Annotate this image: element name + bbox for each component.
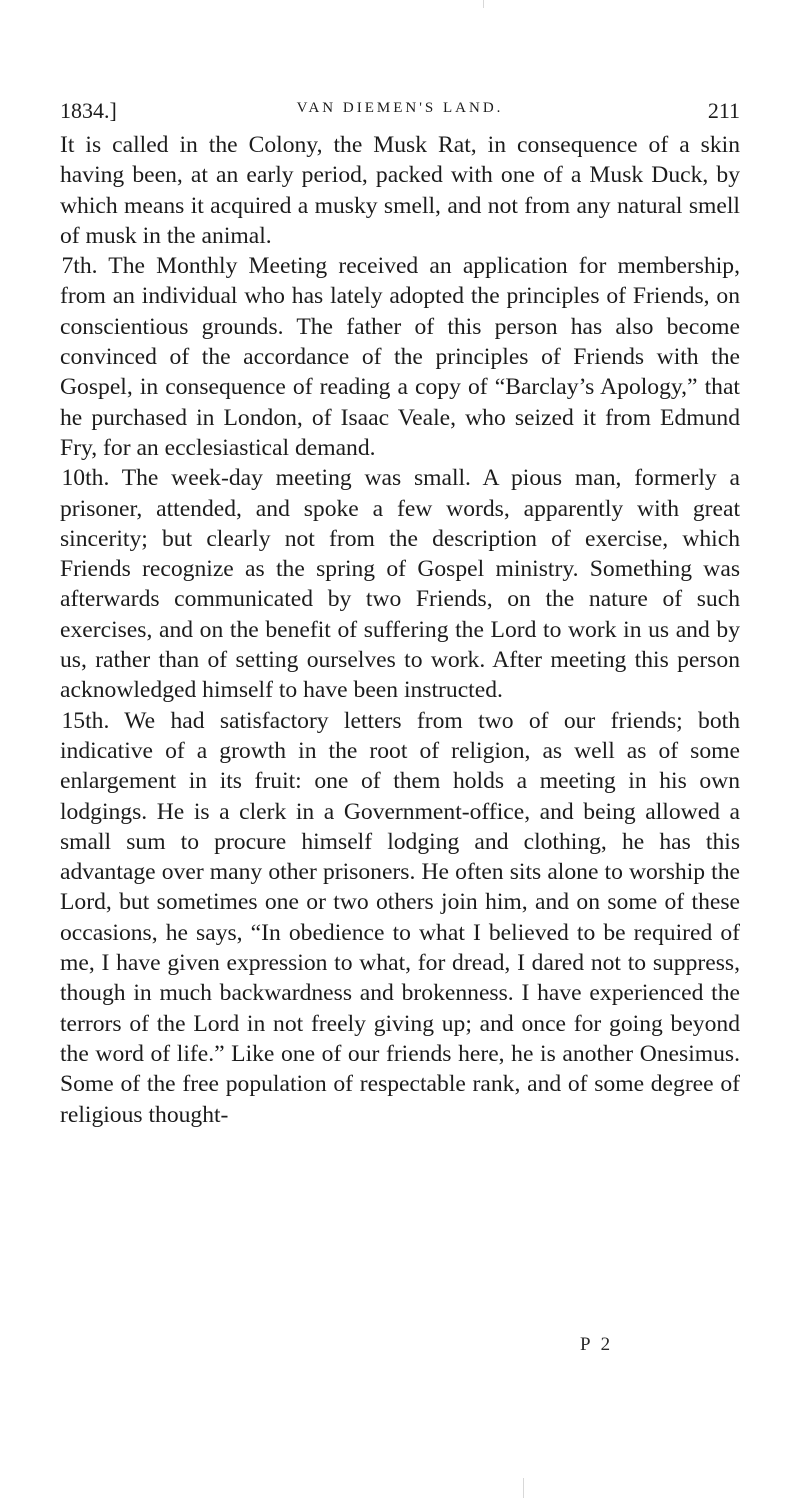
running-head-year: 1834.] xyxy=(60,98,117,123)
running-head xyxy=(60,86,740,126)
paragraph-7th: 7th. The Monthly Meeting received an application for membership, from an individual who has lately adopted the principles of Friends, on conscientious grounds. The father of this person has also become convinced of the accordance of the principles of Friends with the Gospel, in consequence of reading a copy of “Barclay’s Apology,” that he purchased in London, of Isaac Veale, who seized it from Edmund Fry, for an ecclesiastical demand. xyxy=(60,253,740,461)
page-speck xyxy=(523,1478,524,1498)
signature-mark: P 2 xyxy=(580,1334,614,1355)
page-number: 211 xyxy=(707,98,740,123)
running-head-title: VAN DIEMEN'S LAND. xyxy=(296,100,504,116)
paragraph-musk-rat: It is called in the Colony, the Musk Rat, in consequence of a skin having been, at an early period, packed with one of a Musk Duck, by which means it acquired a musky smell, and not from any natural smell of musk in the animal. xyxy=(60,132,740,249)
paragraph-10th: 10th. The week-day meeting was small. A pious man, formerly a prisoner, attended, and spoke a few words, apparently with great sincerity; but clearly not from the description of exercise, which Friends recognize as the spring of Gospel ministry. Something was afterwards communicated by two Friends, on the nature of such exercises, and on the benefit of suffering the Lord to work in us and by us, rather than of setting ourselves to work. After meeting this person acknowledged himself to have been instructed. xyxy=(60,465,740,704)
book-page xyxy=(60,86,740,1130)
paragraph-15th: 15th. We had satisfactory letters from two of our friends; both indicative of a growth in the root of religion, as well as of some enlargement in its fruit: one of them holds a meeting in his own lodgings. He is a clerk in a Government-office, and being allowed a small sum to procure himself lodging and clothing, he has this advantage over many other prisoners. He often sits alone to worship the Lord, but sometimes one or two others join him, and on some of these occasions, he says, “In obedience to what I believed to be required of me, I have given expression to what, for dread, I dared not to suppress, though in much backwardness and brokenness. I have experienced the terrors of the Lord in not freely giving up; and once for going beyond the word of life.” Like one of our friends here, he is another Onesimus. Some of the free population of respectable rank, and of some degree of religious thought- xyxy=(60,707,740,1128)
body-text xyxy=(60,130,740,1130)
page-speck xyxy=(483,0,484,8)
